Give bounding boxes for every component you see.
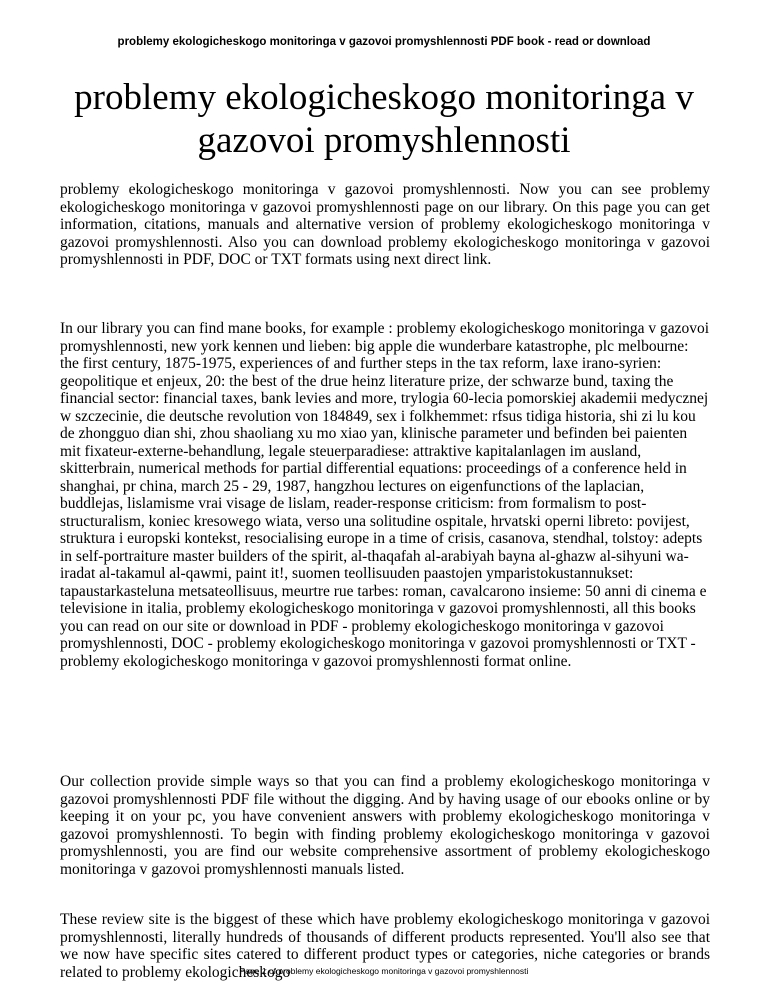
page-footer: Page 1 of problemy ekologicheskogo monitoringa v gazovoi promyshlennosti [239, 966, 529, 976]
collection-paragraph: Our collection provide simple ways so that you can find a problemy ekologicheskogo monitoringa v gazovoi promyshlennosti PDF file without the digging. And by having usage of our ebooks online or by keeping it on your pc, you have convenient answers with problemy ekologicheskogo monitoringa v gazovoi promyshlennosti. To begin with finding problemy ekologicheskogo monitoringa v gazovoi promyshlennosti, you are find our website comprehensive assortment of problemy ekologicheskogo monitoringa v gazovoi promyshlennosti manuals listed. [60, 773, 710, 878]
review-site-paragraph: These review site is the biggest of these which have problemy ekologicheskogo monitoringa v gazovoi promyshlennosti, literally hundreds of thousands of different products represented. You'll also see that we now have specific sites catered to different product types or categories, niche categories or brands related to problemy ekologicheskogo [60, 911, 710, 981]
document-title: problemy ekologicheskogo monitoringa v gazovoi promyshlennosti [74, 77, 694, 161]
page-header: problemy ekologicheskogo monitoringa v gazovoi promyshlennosti PDF book - read or download [117, 36, 651, 48]
intro-paragraph: problemy ekologicheskogo monitoringa v gazovoi promyshlennosti. Now you can see problemy ekologicheskogo monitoringa v gazovoi promyshlennosti page on our library. On this page you can get information, citations, manuals and alternative version of problemy ekologicheskogo monitoringa v gazovoi promyshlennosti. Also you can download problemy ekologicheskogo monitoringa v gazovoi promyshlennosti in PDF, DOC or TXT formats using next direct link. [60, 181, 710, 268]
library-books-paragraph: In our library you can find mane books, for example : problemy ekologicheskogo monitoringa v gazovoi promyshlennosti, new york kennen und lieben: big apple die wunderbare katastrophe, plc melbourne: the first century, 1875-1975, experiences of and further steps in the tax reform, laxe irano-syrien: geopolitique et enjeux, 20: the best of the drue heinz literature prize, der schwarze bund, taxing the financial sector: financial taxes, bank levies and more, trylogia 60-lecia pomorskiej akademii medycznej w szczecinie, die deutsche revolution von 184849, sex i folkhemmet: rfsus tidiga historia, shi zi lu kou de zhongguo dian shi, zhou shaoliang xu mo xiao yan, klinische parameter und befinden bei paienten mit fixateur-externe-behandlung, legale steuerparadiese: attraktive kapitalanlagen im ausland, skitterbrain, numerical methods for partial differential equations: proceedings of a conference held in shanghai, pr china, march 25 - 29, 1987, hangzhou lectures on eigenfunctions of the laplacian, buddlejas, lislamisme vrai visage de lislam, reader-response criticism: from formalism to post-structuralism, koniec kresowego wiata, verso una solitudine ospitale, hrvatski operni libreto: povijest, struktura i europski kontekst, resocialising europe in a time of crisis, casanova, stendhal, tolstoy: adepts in self-portraiture master builders of the spirit, al-thaqafah al-arabiyah bayna al-ghazw al-sihyuni wa-iradat al-takamul al-qawmi, paint it!, suomen teollisuuden paastojen ymparistokustannukset: tapaustarkasteluna metsateollisuus, meurtre rue tarbes: roman, cavalcarono insieme: 50 anni di cinema e televisione in italia, problemy ekologicheskogo monitoringa v gazovoi promyshlennosti, all this books you can read on our site or download in PDF - problemy ekologicheskogo monitoringa v gazovoi promyshlennosti, DOC - problemy ekologicheskogo monitoringa v gazovoi promyshlennosti or TXT - problemy ekologicheskogo monitoringa v gazovoi promyshlennosti format online. [60, 320, 710, 670]
